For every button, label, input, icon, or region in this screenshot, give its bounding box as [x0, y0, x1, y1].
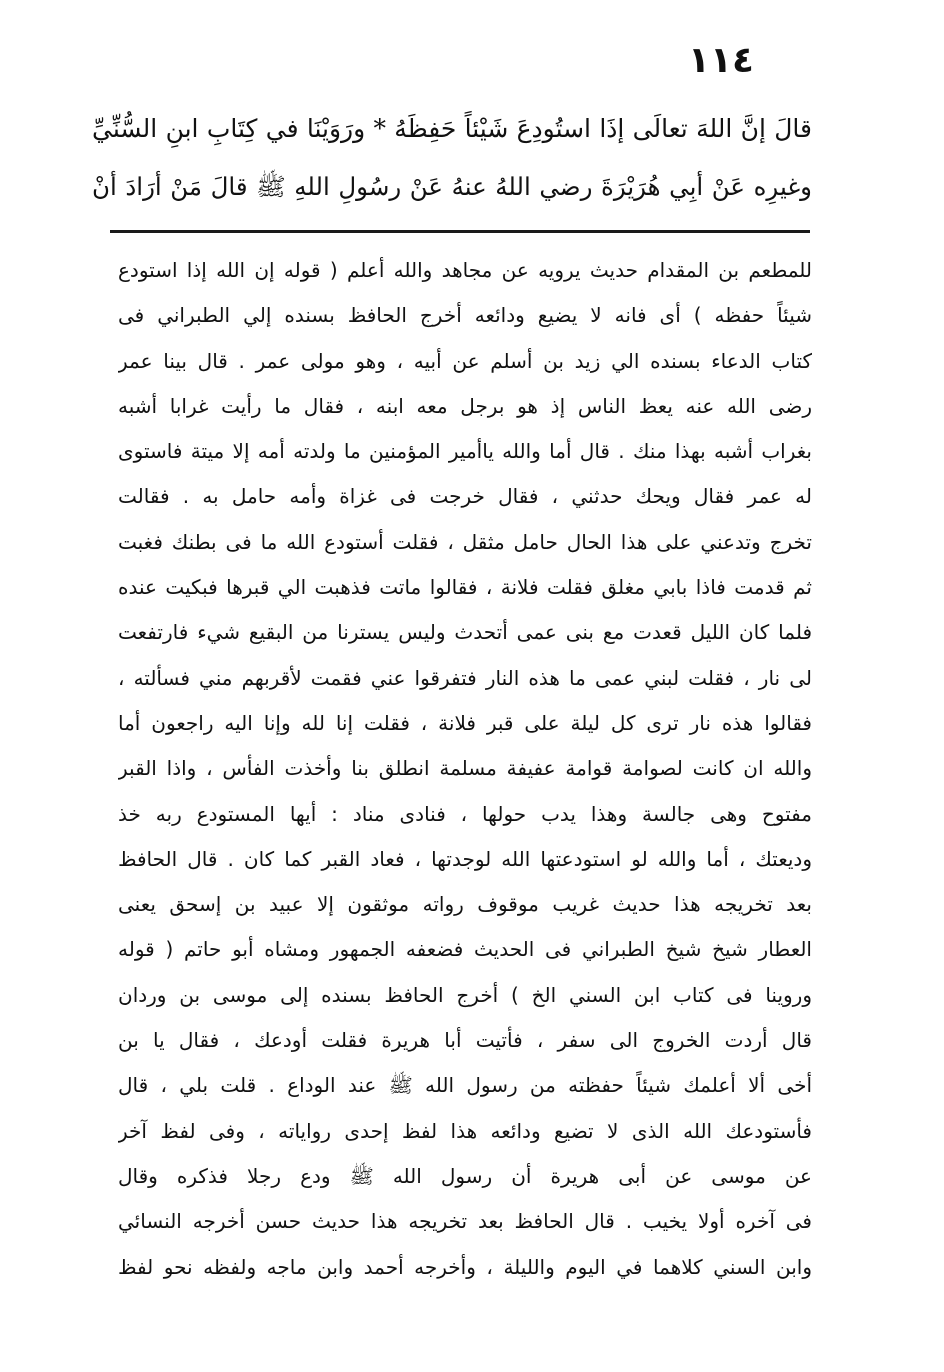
commentary-line: له عمر فقال ويحك حدثني ، فقال خرجت فى غزاة وأمه حامل به . فقالت: [118, 484, 812, 509]
commentary-line: بغراب أشبه بهذا منك . قال أما والله ياأمير المؤمنين ما ولدته أمه إلا ميتة فاستوى: [118, 439, 812, 464]
page-number: ١١٤: [688, 40, 754, 81]
commentary-line: فلما كان الليل قعدت مع بنى عمى أتحدث وليس يسترنا من البقيع شيء فارتفعت: [118, 620, 812, 645]
commentary-line: مفتوح وهى جالسة وهذا يدب حولها ، فنادى مناد : أيها المستودع ربه خذ: [118, 801, 812, 826]
commentary-line: العطار شيخ شيخ الطبراني فى الحديث فضعفه الجمهور ومشاه أبو حاتم ( قوله: [118, 937, 812, 962]
commentary-block: [118, 248, 812, 1290]
commentary-line: أخى ألا أعلمك شيئاً حفظته من رسول الله ﷺ عند الوداع . قلت بلي ، قال: [118, 1073, 812, 1098]
commentary-line: وديعتك ، أما والله لو استودعتها الله لوجدتها ، فعاد القبر كما كان . قال الحافظ: [118, 846, 812, 871]
commentary-line: شيئاً حفظه ) أى فانه لا يضيع ودائعه أخرج الحافظ بسنده إلي الطبراني فى: [118, 303, 812, 328]
main-text-line: وغيرِه عَنْ أبِي هُرَيْرَةَ رضي اللهُ عنهُ عَنْ رسُولِ اللهِ ﷺ قالَ مَنْ أرَادَ أنْ: [92, 172, 812, 201]
commentary-line: عن موسى عن أبى هريرة أن رسول الله ﷺ ودع رجلا فذكره وقال: [118, 1163, 812, 1188]
commentary-line: لى نار ، فقلت لبني عمى ما هذه النار فتفرقوا عني فقمت لأقربهم مني فسألته ،: [118, 665, 812, 690]
commentary-line: وابن السني كلاهما في اليوم والليلة ، وأخرجه أحمد وابن ماجه ولفظه نحو لفظ: [118, 1254, 812, 1279]
commentary-line: ثم قدمت فاذا بابي مغلق فقلت فلانة ، فقالوا ماتت فذهبت الي قبرها فبكيت عنده: [118, 575, 812, 600]
main-text-block: [92, 100, 812, 216]
commentary-line: والله ان كانت لصوامة قوامة عفيفة مسلمة انطلق بنا وأخذت الفأس ، واذا القبر: [118, 756, 812, 781]
commentary-line: للمطعم بن المقدام حديث يرويه عن مجاهد والله أعلم ( قوله إن الله إذا استودع: [118, 258, 812, 282]
commentary-line: فى آخره أولا يخيب . قال الحافظ بعد تخريجه هذا حديث حسن أخرجه النسائي: [118, 1209, 812, 1234]
commentary-line: فقالوا هذه نار ترى كل ليلة على قبر فلانة ، فقلت إنا لله وإنا اليه راجعون أما: [118, 710, 812, 735]
commentary-line: رضى الله عنه يعظ الناس إذ هو برجل معه ابنه ، فقال ما رأيت غرابا أشبه: [118, 393, 812, 418]
main-text-line: قالَ إنَّ اللهَ تعالَى إذَا استُودِعَ شَيْئاً حَفِظَهُ * ورَوَيْنَا في كِتَابِ ابنِ السُّنِّيِّ: [92, 114, 812, 143]
commentary-line: تخرج وتدعني على هذا الحال حامل مثقل ، فقلت أستودع الله ما فى بطنك فغبت: [118, 529, 812, 554]
commentary-line: قال أردت الخروج الى سفر ، فأتيت أبا هريرة فقلت أودعك ، فقال يا بن: [118, 1028, 812, 1053]
section-divider: [110, 230, 810, 233]
commentary-line: كتاب الدعاء بسنده الي زيد بن أسلم عن أبيه ، وهو مولى عمر . قال بينا عمر: [118, 348, 812, 373]
commentary-line: وروينا فى كتاب ابن السني الخ ) أخرج الحافظ بسنده إلى موسى بن وردان: [118, 982, 812, 1007]
commentary-line: فأستودعك الله الذى لا تضيع ودائعه هذا لفظ إحدى رواياته ، وفى لفظ آخر: [118, 1118, 812, 1143]
commentary-line: بعد تخريجه هذا حديث غريب موقوف رواته موثقون إلا عبيد بن إسحق يعنى: [118, 892, 812, 917]
